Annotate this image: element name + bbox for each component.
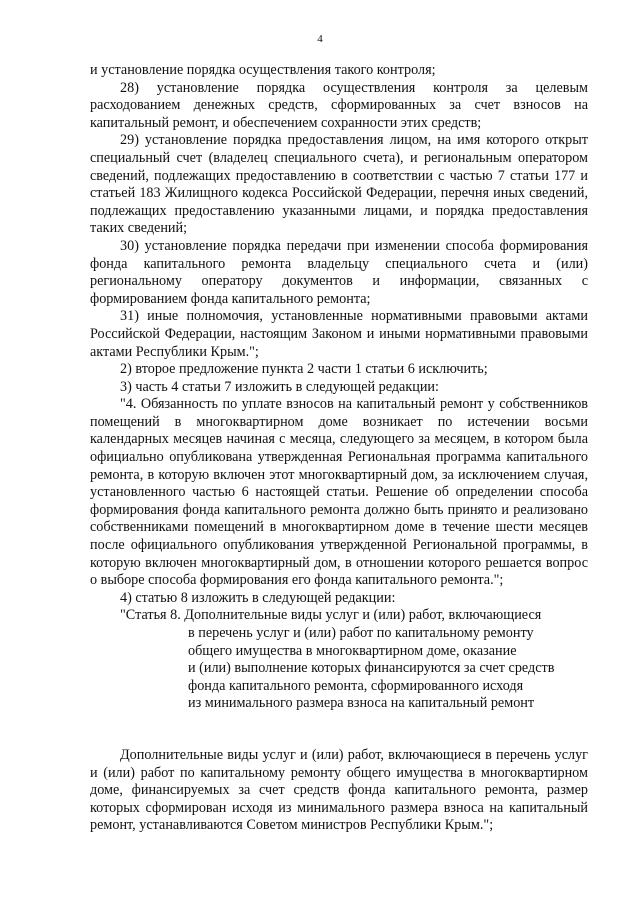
paragraph: и установление порядка осуществления такого контроля; — [90, 62, 436, 78]
page-number: 4 — [317, 33, 323, 45]
final-paragraph: Дополнительные виды услуг и (или) работ, включающиеся в перечень услуг и (или) работ по капитальному ремонту общего имущества в многоквартирном доме, финансируемых за счет средств фонда капитального ремонта, размер которых сформирован исходя из минимального размера взноса на капитальный ремонт, устанавливаются Советом министров Республики Крым."; — [90, 746, 588, 834]
spacer — [90, 730, 588, 747]
paragraph: 29) установление порядка предоставления лицом, на имя которого открыт специальный счет (владелец специального счета), и региональным оператором сведений, подлежащих предоставлению в соответствии с частью 7 статьи 177 и статьей 183 Жилищного кодекса Российской Федерации, перечня иных сведений, подлежащих предоставлению указанными лицами, и порядка предоставления таких сведений; — [90, 132, 588, 237]
spacer — [90, 713, 588, 730]
document-body — [90, 62, 588, 835]
paragraph: "4. Обязанность по уплате взносов на капитальный ремонт у собственников помещений в многоквартирном доме возникает по истечении восьми календарных месяцев начиная с месяца, следующего за месяцем, в котором была официально опубликована утвержденная Региональная программа капитального ремонта, в которую включен этот многоквартирный дом, за исключением случая, установленного частью 6 настоящей статьи. Решение об определении способа формирования фонда капитального ремонта должно быть принято и реализовано собственниками помещений в многоквартирном доме в течение шести месяцев после официального опубликования утвержденной Региональной программы, в которую включен многоквартирный дом, в отношении которого решается вопрос о выборе способа формирования его фонда капитального ремонта."; — [90, 396, 588, 589]
article-heading-line: общего имущества в многоквартирном доме, оказание — [188, 642, 517, 659]
article-heading-line: и (или) выполнение которых финансируются за счет средств — [188, 660, 555, 677]
paragraph: 3) часть 4 статьи 7 изложить в следующей редакции: — [120, 378, 439, 395]
article-heading-line: в перечень услуг и (или) работ по капитальному ремонту — [188, 625, 534, 641]
paragraph: 4) статью 8 изложить в следующей редакции: — [120, 589, 396, 606]
paragraph: 28) установление порядка осуществления контроля за целевым расходованием денежных средств, сформированных за счет взносов на капитальный ремонт, и обеспечением сохранности этих средств; — [90, 79, 588, 131]
article-heading-line: из минимального размера взноса на капитальный ремонт — [188, 695, 535, 712]
article-heading — [90, 607, 588, 713]
paragraph: 31) иные полномочия, установленные нормативными правовыми актами Российской Федерации, настоящим Законом и иными нормативными правовыми актами Республики Крым."; — [90, 308, 588, 360]
paragraph: 2) второе предложение пункта 2 части 1 статьи 6 исключить; — [120, 361, 488, 378]
article-heading-line: фонда капитального ремонта, сформированного исходя — [188, 677, 524, 694]
article-heading-first-line: "Статья 8. Дополнительные виды услуг и (или) работ, включающиеся — [120, 607, 542, 624]
paragraph: 30) установление порядка передачи при изменении способа формирования фонда капитального ремонта владельцу специального счета и (или) региональному оператору документов и информации, связанных с формированием фонда капитального ремонта; — [90, 237, 588, 307]
